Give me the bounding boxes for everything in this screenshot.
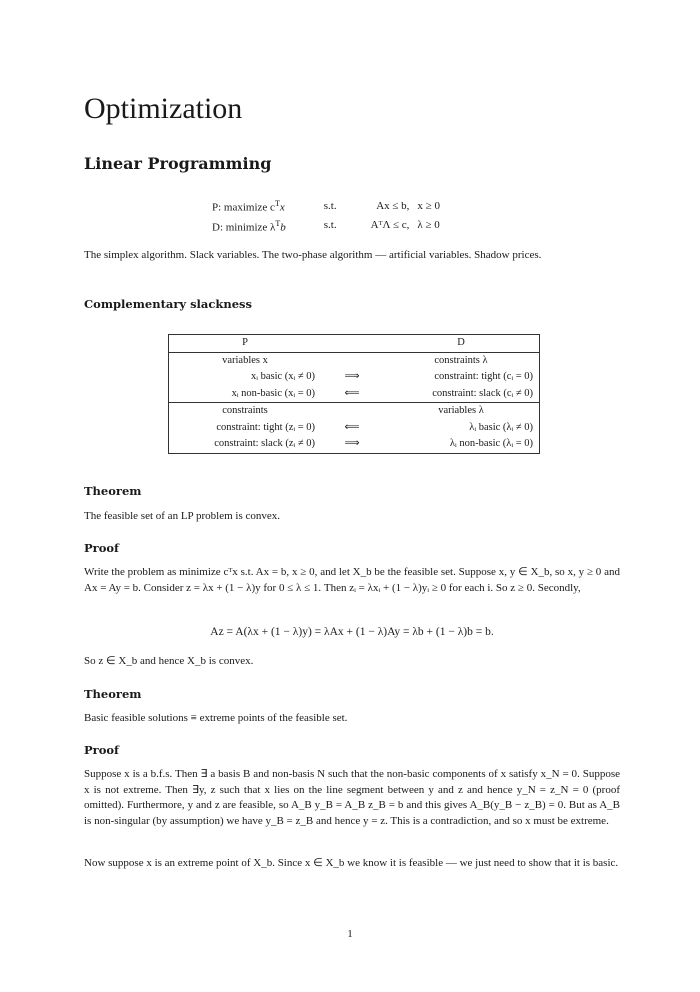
cell-implication: ⟸ — [344, 387, 360, 399]
cell-primal: xᵢ basic (xᵢ ≠ 0) — [250, 371, 315, 382]
dual-constraint: AᵀΛ ≤ c, — [370, 219, 410, 232]
primal-sign: x ≥ 0 — [417, 199, 440, 212]
complementary-slackness-table — [168, 334, 540, 454]
theorem-2-text: Basic feasible solutions ≡ extreme points of the feasible set. — [84, 712, 348, 724]
cell-dual: constraint: slack (cᵢ ≠ 0) — [432, 387, 533, 399]
lp-formulation — [212, 196, 448, 235]
page-title: Optimization — [84, 92, 243, 125]
section-heading: Linear Programming — [84, 154, 272, 173]
table-row — [169, 436, 540, 453]
cell-implication — [321, 403, 383, 420]
intro-paragraph: The simplex algorithm. Slack variables. The two-phase algorithm — artificial variables. Shadow prices. — [84, 249, 542, 261]
primal-row — [212, 196, 448, 216]
cell-primal: constraints — [169, 403, 322, 420]
table-row — [169, 352, 540, 369]
cell-primal: variables x — [222, 354, 268, 366]
table-row — [169, 369, 540, 386]
comp-slack-heading: Complementary slackness — [84, 297, 252, 311]
theorem-2-heading: Theorem — [84, 687, 142, 701]
cell-implication — [321, 352, 383, 369]
cell-implication: ⟸ — [344, 421, 360, 433]
primal-objective: P: maximize $c^Tx$ — [212, 199, 285, 214]
cell-primal: xᵢ non-basic (xᵢ = 0) — [231, 387, 315, 399]
column-header-p: P — [169, 335, 322, 353]
table-header-row — [169, 335, 540, 353]
proof-2-heading: Proof — [84, 743, 119, 757]
cell-dual: constraints λ — [434, 354, 488, 366]
proof-2-text: Suppose x is a b.f.s. Then ∃ a basis B and non-basis N such that the non-basic components of x satisfy x_N = 0. Suppose x is not extreme. Then ∃y, z such that x lies on the line segment between y and z and hence y_N = z_N = 0 (proof omitted). Furthermore, y and z are feasible, so A_B y_B = A_B z_B = b and this gives A_B(y_B − z_B) = 0. But as A_B is non-singular (by assumption) we have y_B = z_B and hence y = z. This is a contradiction, and so x must be extreme. — [84, 768, 620, 827]
proof-1-equation: Az = A(λx + (1 − λ)y) = λAx + (1 − λ)Ay = λb + (1 − λ)b = b. — [210, 626, 494, 638]
table-row — [169, 420, 540, 437]
cell-implication: ⟹ — [344, 371, 360, 382]
column-header-d: D — [383, 335, 540, 353]
table-row — [169, 386, 540, 403]
primal-constraint: Ax ≤ b, — [376, 199, 410, 212]
cell-dual: λᵢ non-basic (λᵢ = 0) — [449, 438, 533, 449]
table-row — [169, 403, 540, 420]
cell-implication: ⟹ — [344, 438, 360, 449]
dual-row — [212, 216, 448, 236]
cell-dual: constraint: tight (cᵢ = 0) — [434, 371, 533, 382]
cell-primal: constraint: slack (zᵢ ≠ 0) — [214, 438, 315, 449]
dual-sign: λ ≥ 0 — [417, 219, 440, 232]
theorem-1-text: The feasible set of an LP problem is convex. — [84, 510, 281, 522]
page-number: 1 — [347, 928, 353, 940]
primal-st: s.t. — [323, 199, 337, 212]
cell-primal: constraint: tight (zᵢ = 0) — [216, 421, 315, 433]
proof-1-text: Write the problem as minimize cᵀx s.t. Ax = b, x ≥ 0, and let X_b be the feasible set. Suppose x, y ∈ X_b, so x, y ≥ 0 and Ax = Ay = b. Consider z = λx + (1 − λ)y for 0 ≤ λ ≤ 1. Then zᵢ = λxᵢ + (1 − λ)yᵢ ≥ 0 for each i. So z ≥ 0. Secondly, — [84, 566, 620, 594]
dual-objective: D: minimize $\lambda^Tb$ — [212, 218, 286, 234]
proof-1-heading: Proof — [84, 541, 119, 555]
column-header-mid — [321, 335, 383, 353]
cell-dual: λᵢ basic (λᵢ ≠ 0) — [469, 421, 533, 433]
cell-dual: variables λ — [383, 403, 540, 420]
table-body — [169, 352, 540, 453]
proof-2-text-continued: Now suppose x is an extreme point of X_b. Since x ∈ X_b we know it is feasible — we just need to show that it is basic. — [84, 857, 619, 869]
theorem-1-heading: Theorem — [84, 484, 142, 498]
proof-1-conclusion: So z ∈ X_b and hence X_b is convex. — [84, 655, 254, 667]
dual-st: s.t. — [323, 219, 337, 232]
